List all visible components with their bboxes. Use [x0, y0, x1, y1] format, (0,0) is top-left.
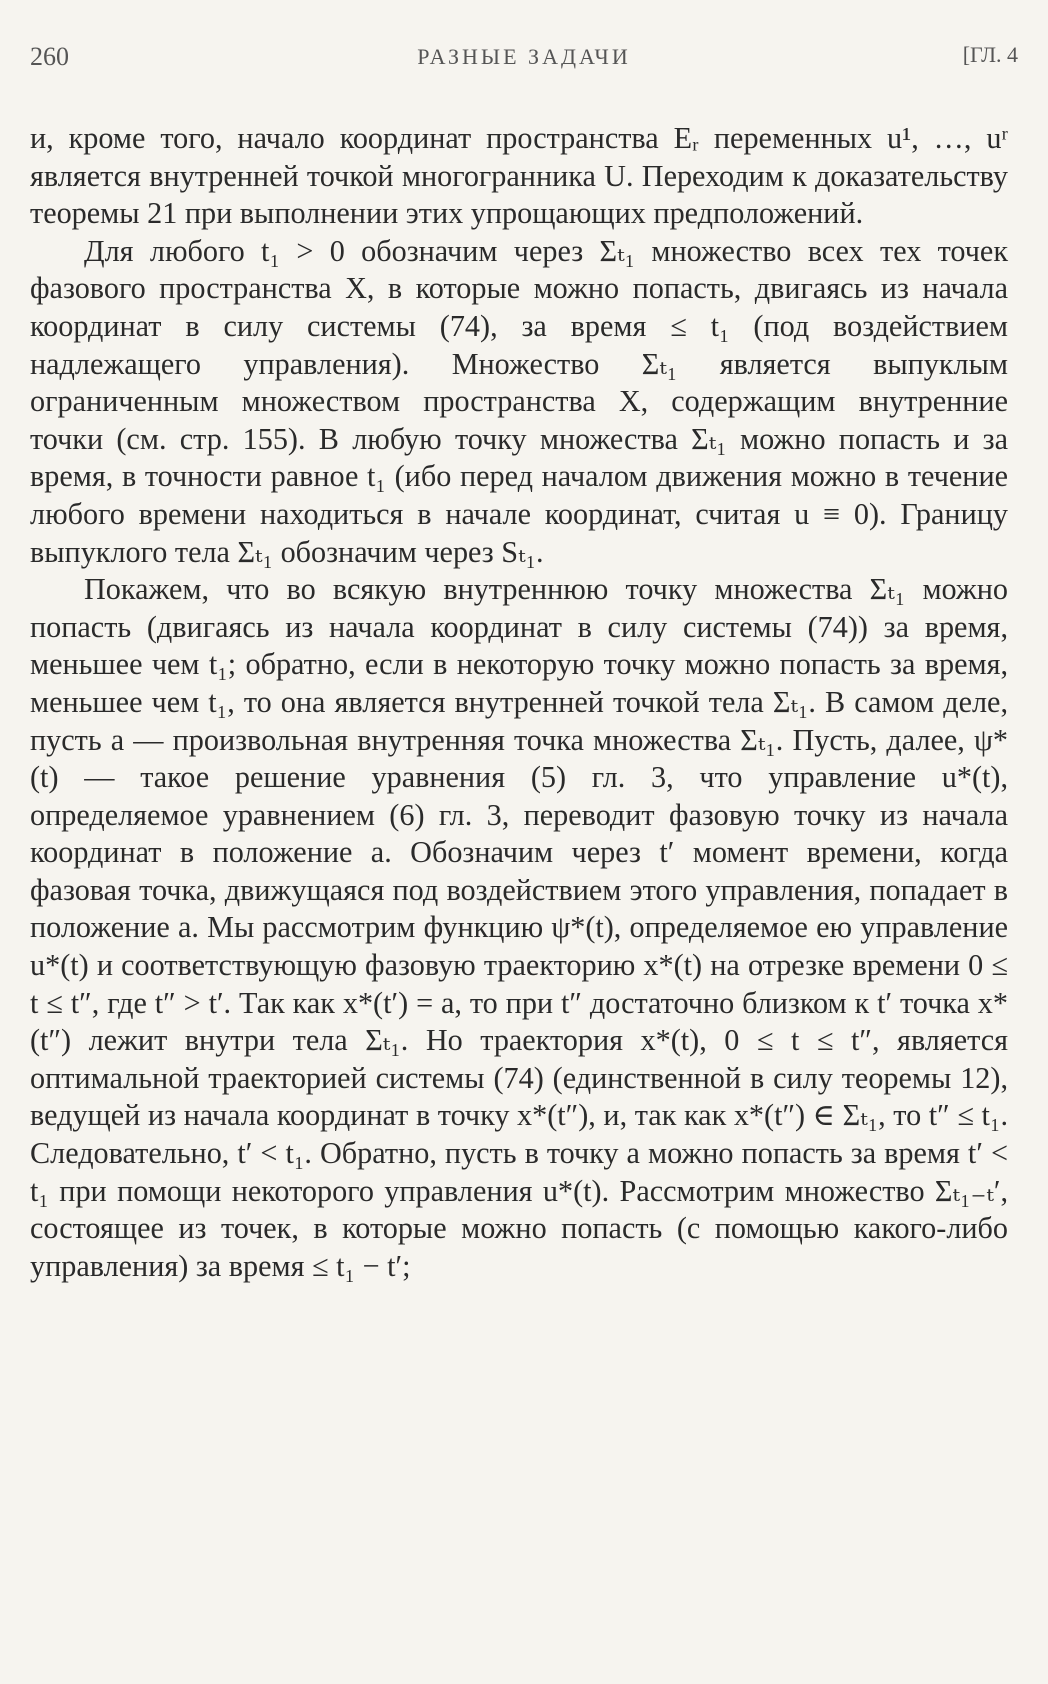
page-header	[30, 42, 1018, 82]
paragraph-3: Покажем, что во всякую внутреннюю точку множества Σₜ₁ можно попасть (двигаясь из начала координат в силу системы (74)) за время, меньшее чем t₁; обратно, если в некоторую точку можно попасть за время, меньшее чем t₁, то она является внутренней точкой тела Σₜ₁. В самом деле, пусть a — произвольная внутренняя точка множества Σₜ₁. Пусть, далее, ψ*(t) — такое решение уравнения (5) гл. 3, что управление u*(t), определяемое уравнением (6) гл. 3, переводит фазовую точку из начала координат в положение a. Обозначим через t′ момент времени, когда фазовая точка, движущаяся под воздействием этого управления, попадает в положение a. Мы рассмотрим функцию ψ*(t), определяемое ею управление u*(t) и соответствующую фазовую траекторию x*(t) на отрезке времени 0 ≤ t ≤ t″, где t″ > t′. Так как x*(t′) = a, то при t″ достаточно близком к t′ точка x*(t″) лежит внутри тела Σₜ₁. Но траектория x*(t), 0 ≤ t ≤ t″, является оптимальной траекторией системы (74) (единственной в силу теоремы 12), ведущей из начала координат в точку x*(t″), и, так как x*(t″) ∈ Σₜ₁, то t″ ≤ t₁. Следовательно, t′ < t₁. Обратно, пусть в точку a можно попасть за время t′ < t₁ при помощи некоторого управления u*(t). Рассмотрим множество Σₜ₁₋ₜ′, состоящее из точек, в которые можно попасть (с помощью какого-либо управления) за время ≤ t₁ − t′;	[30, 572, 1008, 1283]
chapter-label: [ГЛ. 4	[962, 42, 1018, 67]
running-title: РАЗНЫЕ ЗАДАЧИ	[417, 44, 631, 69]
page-body	[30, 120, 1008, 1285]
paragraph-2: Для любого t₁ > 0 обозначим через Σₜ₁ множество всех тех точек фазового пространства X, в которые можно попасть, двигаясь из начала координат в силу системы (74), за время ≤ t₁ (под воздействием надлежащего управления). Множество Σₜ₁ является выпуклым ограниченным множеством пространства X, содержащим внутренние точки (см. стр. 155). В любую точку множества Σₜ₁ можно попасть и за время, в точности равное t₁ (ибо перед началом движения можно в течение любого времени находиться в начале координат, считая u ≡ 0). Границу выпуклого тела Σₜ₁ обозначим через Sₜ₁.	[30, 233, 1008, 569]
paragraph-1: и, кроме того, начало координат пространства Eᵣ переменных u¹, …, uʳ является внутренней точкой многогранника U. Переходим к доказательству теоремы 21 при выполнении этих упрощающих предположений.	[30, 121, 1008, 231]
page-number: 260	[30, 42, 69, 71]
